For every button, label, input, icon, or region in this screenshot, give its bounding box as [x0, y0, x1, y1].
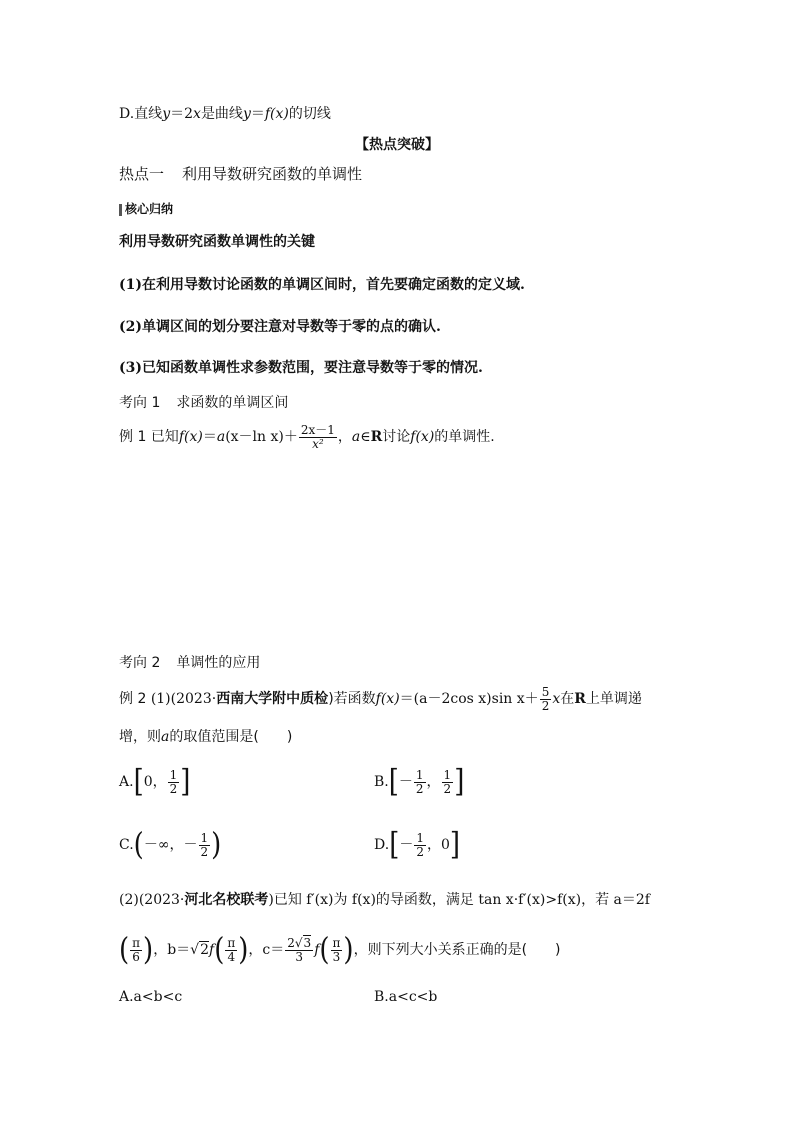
q2-tail: ，则下列大小关系正确的是( ): [353, 942, 561, 958]
q1-den: 2: [541, 698, 550, 713]
num: π: [332, 935, 341, 950]
fraction-den: x²: [312, 436, 324, 451]
q2-source: 河北名校联考: [184, 892, 269, 908]
option-b-frac2: [442, 769, 454, 796]
var-x2: (x): [270, 106, 289, 122]
den: 2: [416, 844, 424, 859]
discuss-text: 讨论: [382, 429, 411, 445]
var-x: x: [193, 106, 201, 122]
option-a-frac: [168, 769, 180, 796]
num: 1: [416, 830, 424, 845]
q1-real-set: R: [574, 691, 586, 707]
q1-line2-tail: 的取值范围是( ): [169, 729, 293, 745]
bracket-left: [: [133, 764, 144, 800]
num: 1: [415, 767, 424, 782]
q2-prefix: (2)(2023·: [119, 892, 185, 908]
comma: ，: [426, 774, 441, 790]
q1-line2-pre: 增，则: [119, 729, 161, 745]
bracket-right: ]: [449, 827, 461, 863]
direction-1-label: 考向 1: [119, 395, 161, 411]
core-tag-label: 核心归纳: [125, 202, 174, 216]
example-2-q1-line2: [119, 727, 292, 747]
minus: －: [399, 837, 414, 853]
den: 4: [227, 949, 236, 964]
option-a: [119, 764, 190, 800]
example-2-label: 例 2: [119, 691, 147, 707]
option-d-right: ，0: [426, 837, 450, 853]
example-1-label: 例 1: [119, 429, 147, 445]
tail-text: 的切线: [288, 106, 331, 122]
real-set: R: [370, 429, 383, 445]
q1-after: )若函数: [328, 691, 376, 707]
den: 6: [132, 949, 140, 964]
fraction-num: 2x－1: [300, 422, 335, 437]
direction-1: [119, 393, 288, 413]
option-b-frac1: [414, 769, 426, 796]
den: 2: [415, 781, 424, 796]
q1-mid: 在: [560, 691, 575, 707]
c-frac: [285, 937, 313, 964]
bracket-right: ]: [180, 764, 191, 800]
den: 2: [200, 844, 209, 859]
q2-line1: )已知 f′(x)为 f(x)的导函数，满足 tan x·f′(x)>f(x)，若 a＝2f: [268, 892, 650, 908]
c-den: 3: [295, 949, 304, 964]
section-title: 【热点突破】: [355, 137, 439, 153]
q1-prefix: (1)(2023·: [150, 691, 217, 707]
eq-text2: ＝: [250, 106, 265, 122]
comma: ，: [337, 429, 352, 445]
option-c-left: －∞，: [143, 837, 184, 853]
paren-right: ): [238, 932, 249, 968]
den: 2: [169, 781, 178, 796]
mid-text: 是曲线: [200, 106, 243, 122]
q1-var-a: a: [161, 729, 170, 745]
minus: －: [183, 837, 198, 853]
var-f2: f: [314, 942, 320, 958]
direction-2: [119, 653, 260, 673]
point-2: (2)单调区间的划分要注意对导数等于零的点的确认.: [119, 319, 441, 335]
q2-b: ，b＝: [153, 942, 191, 958]
eq-text: ＝2: [170, 106, 194, 122]
q1-source: 西南大学附中质检: [216, 691, 329, 707]
point-3: (3)已知函数单调性求参数范围，要注意导数等于零的情况.: [119, 360, 483, 376]
in-symbol: ∈: [360, 429, 371, 445]
example-2-q2-line2: [119, 932, 561, 968]
var-a2: a: [351, 429, 361, 445]
fraction: [299, 424, 337, 451]
hotspot-text: 利用导数研究函数的单调性: [182, 165, 363, 183]
num: π: [132, 935, 141, 950]
q1-fraction: [540, 686, 552, 713]
option-c-frac: [199, 832, 211, 859]
pi-3-frac: [331, 937, 343, 964]
option-d-line: [119, 104, 331, 124]
q1-fx: f(x): [375, 691, 400, 707]
example-1-fx: f(x): [178, 429, 203, 445]
q2-option-b: B.a<c<b: [374, 989, 438, 1005]
option-a-left: 0，: [143, 774, 167, 790]
option-a-label: A.: [119, 774, 134, 790]
var-y2: y: [242, 106, 251, 122]
q1-tail: 上单调递: [585, 691, 642, 707]
example-2-q2: [119, 890, 650, 910]
example-1-tail: 的单调性.: [434, 429, 495, 445]
pi-4-frac: [225, 937, 237, 964]
bracket-left: [: [389, 827, 400, 863]
num: 1: [200, 830, 209, 845]
num: π: [227, 935, 236, 950]
key-title: 利用导数研究函数单调性的关键: [119, 234, 315, 250]
option-d-frac: [414, 832, 426, 859]
paren-right: ): [143, 932, 154, 968]
paren-left: (: [319, 932, 330, 968]
core-tag: [119, 199, 173, 219]
den: 3: [332, 949, 341, 964]
tag-bar-icon: [119, 204, 122, 216]
q2-option-a: A.a<b<c: [119, 989, 183, 1005]
c-num-pre: 2: [287, 935, 295, 950]
paren-right: ): [211, 827, 222, 863]
hotspot-heading: [119, 164, 362, 184]
q2-c: ，c＝: [248, 942, 285, 958]
den: 2: [443, 781, 452, 796]
q1-expr: ＝(a－2cos x)sin x＋: [399, 691, 539, 707]
num: 1: [443, 767, 452, 782]
paren-left: (: [214, 932, 225, 968]
option-b: [374, 764, 464, 800]
option-c: [119, 827, 221, 863]
q1-x: x: [552, 691, 561, 707]
var-a: a: [216, 429, 226, 445]
hotspot-label: 热点一: [119, 165, 165, 183]
minus: －: [398, 774, 413, 790]
option-d-prefix: D.直线: [119, 106, 163, 122]
direction-2-label: 考向 2: [119, 655, 161, 671]
direction-1-text: 求函数的单调区间: [176, 395, 289, 411]
pi-6-frac: [130, 937, 142, 964]
point-1: (1)在利用导数讨论函数的单调区间时，首先要确定函数的定义域.: [119, 277, 525, 293]
example-1-pre: 已知: [150, 429, 179, 445]
example-1-fx2: f(x): [410, 429, 435, 445]
direction-2-text: 单调性的应用: [176, 655, 261, 671]
var-y: y: [162, 106, 171, 122]
eq: ＝: [202, 429, 217, 445]
paren-left: (: [119, 932, 130, 968]
example-1: [119, 420, 495, 454]
example-1-body: (x－ln x)＋: [225, 429, 298, 445]
paren-left: (: [133, 827, 144, 863]
option-b-label: B.: [374, 774, 389, 790]
num: 1: [169, 767, 178, 782]
c-num: 2√3: [287, 935, 312, 950]
var-f: f: [264, 106, 271, 122]
bracket-right: ]: [454, 764, 465, 800]
sqrt-2: √2: [190, 942, 210, 958]
sqrt-2-arg: 2: [200, 942, 210, 958]
q1-num: 5: [541, 684, 550, 699]
example-2-q1: [119, 681, 642, 717]
c-num-sqrt: 3: [303, 935, 312, 950]
bracket-left: [: [388, 764, 399, 800]
option-d-label: D.: [374, 837, 390, 853]
option-c-label: C.: [119, 837, 134, 853]
paren-right: ): [343, 932, 354, 968]
var-f: f: [209, 942, 215, 958]
option-d: [374, 827, 460, 863]
